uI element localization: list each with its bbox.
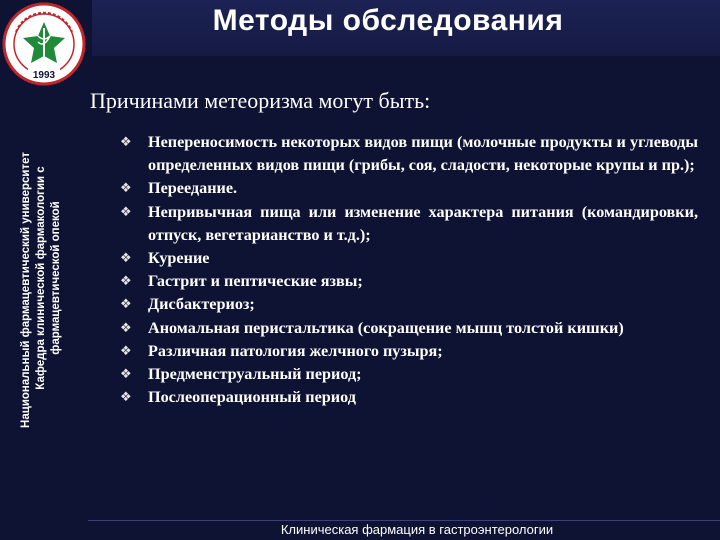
diamond-bullet-icon: ❖: [120, 251, 132, 267]
list-item: [118, 270, 698, 293]
list-item-text: Послеоперационный период: [148, 388, 356, 407]
slide-title: Методы обследования: [212, 4, 564, 37]
list-item-text: Курение: [148, 249, 210, 268]
list-item: [118, 247, 698, 270]
side-caption-line-3: фармацевтической опекой: [50, 201, 62, 355]
list-item-text: Дисбактериоз;: [148, 295, 255, 314]
slide-footer: Клиническая фармация в гастроэнтерологии: [280, 522, 554, 537]
list-item: [118, 340, 698, 363]
diamond-bullet-icon: ❖: [120, 204, 132, 220]
diamond-bullet-icon: ❖: [120, 297, 132, 313]
slide-subtitle: Причинами метеоризма могут быть:: [90, 88, 431, 113]
causes-list: [118, 131, 698, 409]
diamond-bullet-icon: ❖: [120, 343, 132, 359]
list-item-text: Непривычная пища или изменение характера питания (командировки, отпуск, вегетарианство и т.д.);: [148, 202, 698, 244]
list-item: [118, 131, 698, 177]
diamond-bullet-icon: ❖: [120, 135, 132, 150]
diamond-bullet-icon: ❖: [120, 367, 132, 383]
logo-year: 1993: [32, 70, 56, 81]
list-item-text: Непереносимость некоторых видов пищи (молочные продукты и углеводы определенных видов пищи (грибы, соя, сладости, некоторые крупы и пр.);: [148, 133, 698, 175]
list-item-text: Переедание.: [148, 179, 238, 198]
diamond-bullet-icon: ❖: [120, 274, 132, 290]
side-caption-line-2: Кафедра клинической фармакологии с: [35, 166, 47, 390]
side-caption-line-1: Национальный фармацевтический университет: [20, 152, 32, 428]
side-caption: [16, 118, 86, 463]
list-item: [118, 386, 698, 409]
footer-divider: [88, 520, 720, 521]
list-item-text: Различная патология желчного пузыря;: [148, 341, 443, 360]
diamond-bullet-icon: ❖: [120, 320, 132, 336]
list-item: [118, 177, 698, 200]
list-item: [118, 317, 698, 340]
list-item-text: Предменструальный период;: [148, 365, 362, 384]
list-item: [118, 363, 698, 386]
list-item-text: Гастрит и пептические язвы;: [148, 272, 363, 291]
diamond-bullet-icon: ❖: [120, 390, 132, 406]
list-item-text: Аномальная перистальтика (сокращение мышц толстой кишки): [148, 318, 624, 337]
list-item: [118, 293, 698, 316]
diamond-bullet-icon: ❖: [120, 181, 132, 197]
list-item: [118, 201, 698, 247]
